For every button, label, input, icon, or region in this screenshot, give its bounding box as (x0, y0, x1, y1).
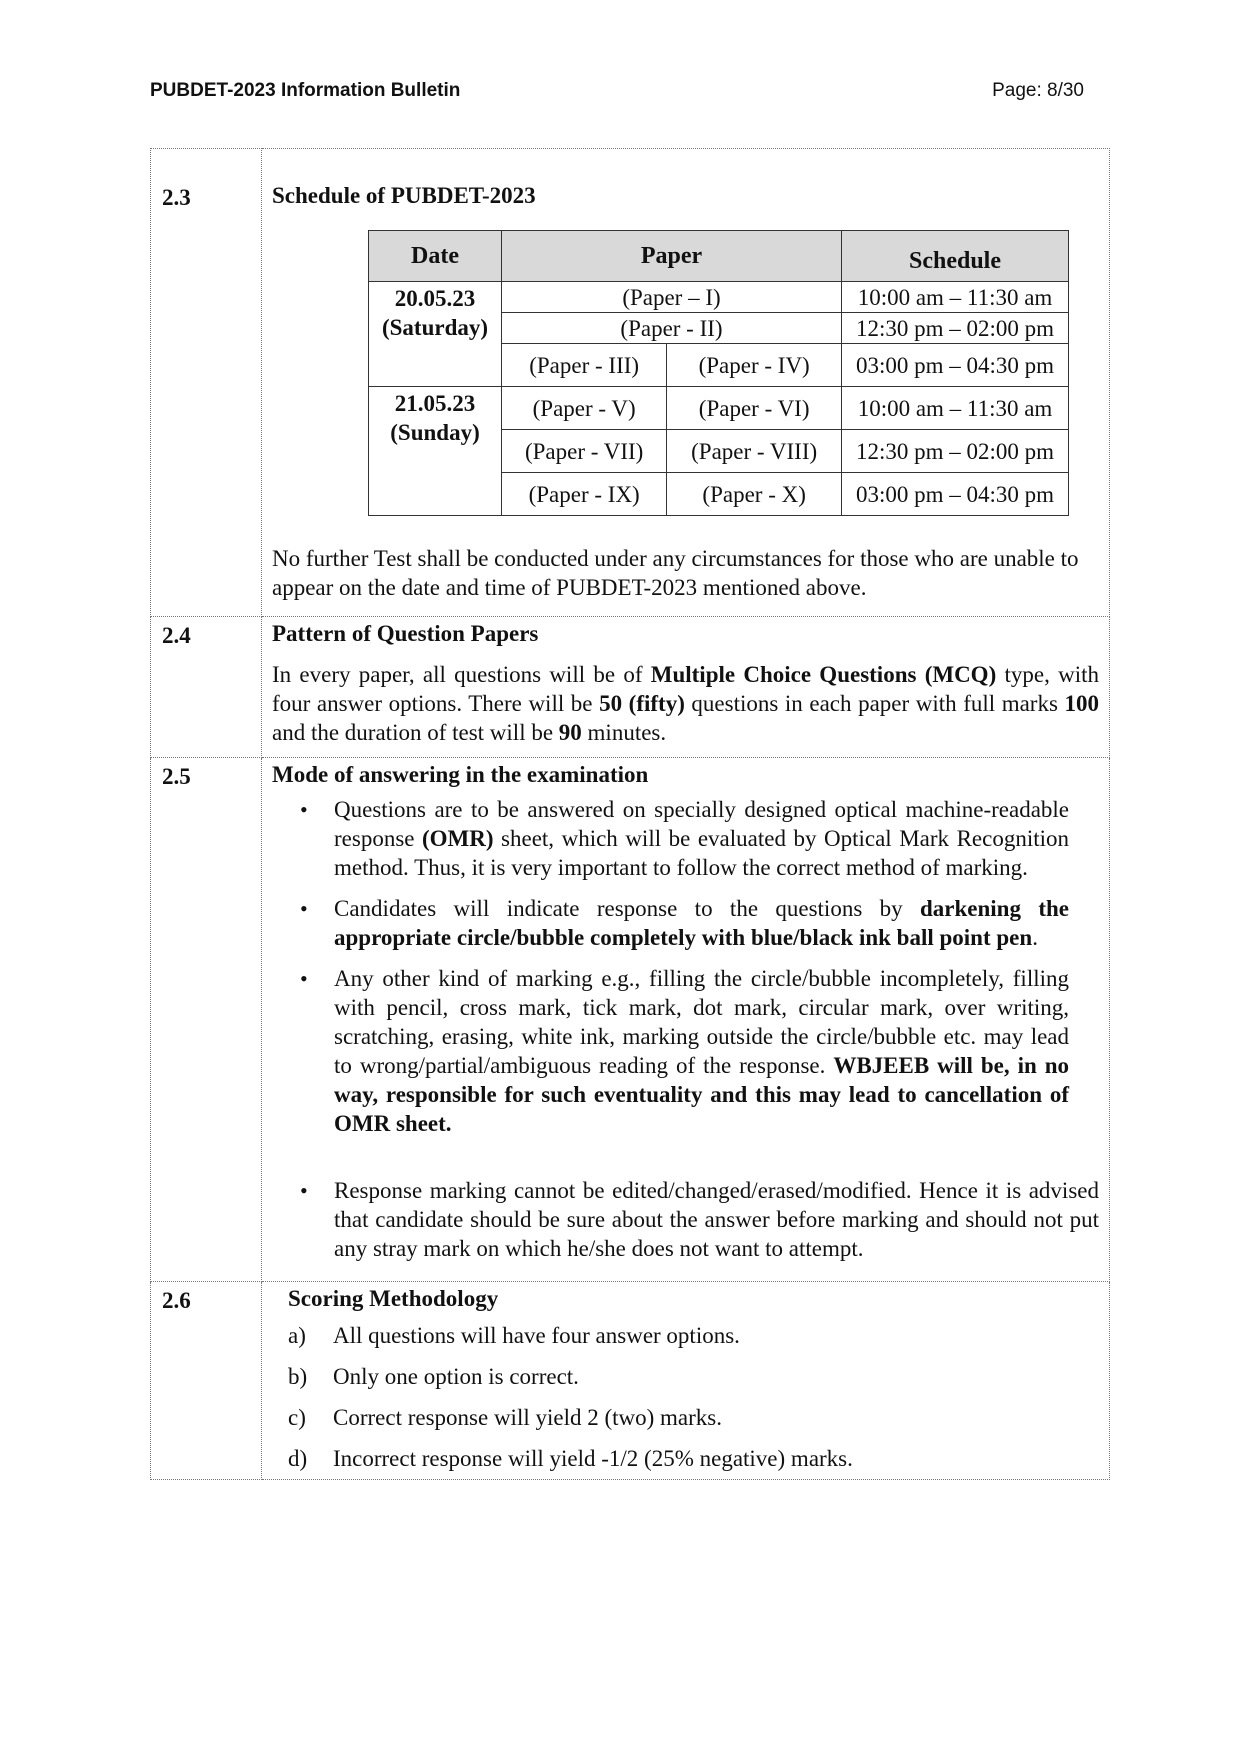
section-title: Scoring Methodology (288, 1286, 499, 1311)
list-marker: d) (288, 1446, 308, 1471)
section-body (262, 1282, 1110, 1480)
section-body (262, 617, 1110, 758)
paper-cell: (Paper - III) (502, 344, 667, 387)
list-item (288, 1444, 1099, 1473)
list-marker: a) (288, 1323, 306, 1348)
time-cell: 10:00 am – 11:30 am (842, 387, 1069, 430)
paper-cell: (Paper - VIII) (667, 430, 842, 473)
text-run: Candidates will indicate response to the questions by (334, 896, 920, 921)
list-text: Only one option is correct. (333, 1364, 579, 1389)
section-2-3 (151, 149, 1110, 617)
pattern-paragraph (272, 660, 1099, 747)
text-run-bold: 90 (558, 720, 582, 745)
date-value: 21.05.23 (394, 391, 476, 416)
schedule-row (369, 387, 1069, 430)
section-body (262, 758, 1110, 1282)
section-number: 2.3 (151, 149, 262, 617)
schedule-table (368, 230, 1069, 516)
text-run-bold: 50 (fifty) (599, 691, 685, 716)
page-header (150, 80, 1084, 110)
time-cell: 10:00 am – 11:30 am (842, 282, 1069, 313)
date-cell-day2 (369, 387, 502, 516)
section-title: Schedule of PUBDET-2023 (272, 183, 536, 208)
scoring-list (288, 1321, 1099, 1473)
list-item (288, 1403, 1099, 1432)
day-value: (Sunday) (390, 420, 480, 445)
text-run-bold: darkening the appropriate circle/bubble completely with blue/black ink ball point pen (334, 896, 1069, 950)
schedule-header-row (369, 231, 1069, 282)
day-value: (Saturday) (381, 315, 489, 340)
paper-cell: (Paper - V) (502, 387, 667, 430)
text-run: and the duration of test will be (272, 720, 559, 745)
section-2-5 (151, 758, 1110, 1282)
paper-cell: (Paper - IX) (502, 473, 667, 516)
answering-rules-list (272, 795, 1099, 1263)
schedule-note: No further Test shall be conducted under any circumstances for those who are unable to appear on the date and time of PUBDET-2023 mentioned above. (272, 546, 1079, 600)
list-marker: c) (288, 1405, 306, 1430)
list-marker: b) (288, 1364, 308, 1389)
text-run: Any other kind of marking e.g., filling the circle/bubble incompletely, filling with pencil, cross mark, tick mark, dot mark, circular mark, over writing, scratching, erasing, white ink, marking outside the circle/bubble etc. may lead to wrong/partial/ambiguous reading of the response. (334, 966, 1069, 1078)
time-cell: 03:00 pm – 04:30 pm (842, 473, 1069, 516)
paper-cell: (Paper - X) (667, 473, 842, 516)
section-title: Mode of answering in the examination (272, 762, 649, 787)
time-cell: 12:30 pm – 02:00 pm (842, 430, 1069, 473)
paper-cell: (Paper - VI) (667, 387, 842, 430)
header-paper: Paper (502, 231, 842, 282)
time-cell: 12:30 pm – 02:00 pm (842, 313, 1069, 344)
text-run-bold: WBJEEB will be, in no way, responsible for such eventuality and this may lead to cancellation of OMR sheet. (334, 1053, 1069, 1136)
text-run: Questions are to be answered on specially designed optical machine-readable response (334, 797, 1069, 851)
header-schedule: Schedule (842, 231, 1069, 282)
list-item (288, 1321, 1099, 1350)
section-body (262, 149, 1110, 617)
text-run-bold: 100 (1064, 691, 1099, 716)
paper-cell: (Paper - VII) (502, 430, 667, 473)
text-run: minutes. (581, 720, 667, 745)
paper-cell: (Paper - II) (502, 313, 842, 344)
text-run: sheet, which will be evaluated by Optical Mark Recognition method. Thus, it is very important to follow the correct method of marking. (334, 826, 1069, 880)
list-item (334, 894, 1099, 952)
schedule-row (369, 282, 1069, 313)
list-text: Incorrect response will yield -1/2 (25% negative) marks. (333, 1446, 853, 1471)
section-title: Pattern of Question Papers (272, 621, 539, 646)
bulletin-title: PUBDET-2023 Information Bulletin (150, 80, 461, 101)
date-value: 20.05.23 (394, 286, 476, 311)
paper-cell: (Paper – I) (502, 282, 842, 313)
text-run-bold: Multiple Choice Questions (MCQ) (650, 662, 997, 687)
list-item (288, 1362, 1099, 1391)
page-number: Page: 8/30 (992, 80, 1084, 101)
paper-cell: (Paper - IV) (667, 344, 842, 387)
text-run: . (1032, 925, 1038, 950)
section-2-6 (151, 1282, 1110, 1480)
header-date: Date (369, 231, 502, 282)
list-text: All questions will have four answer options. (333, 1323, 740, 1348)
list-text: Correct response will yield 2 (two) marks. (333, 1405, 722, 1430)
list-item: • Response marking cannot be edited/changed/erased/modified. Hence it is advised that candidate should be sure about the answer before marking and should not put any stray mark on which he/she does not want to attempt. (334, 1176, 1099, 1263)
bulletin-sections-table (150, 148, 1110, 1480)
section-number: 2.4 (151, 617, 262, 758)
text-run-bold: (OMR) (422, 826, 494, 851)
section-number: 2.5 (151, 758, 262, 1282)
time-cell: 03:00 pm – 04:30 pm (842, 344, 1069, 387)
date-cell-day1 (369, 282, 502, 387)
text-run: type, with four answer options. There will be (272, 662, 1099, 716)
list-item (334, 795, 1099, 882)
section-number: 2.6 (151, 1282, 262, 1480)
section-2-4 (151, 617, 1110, 758)
text-run: questions in each paper with full marks (684, 691, 1065, 716)
list-item (334, 964, 1099, 1138)
text-run: In every paper, all questions will be of (272, 662, 651, 687)
